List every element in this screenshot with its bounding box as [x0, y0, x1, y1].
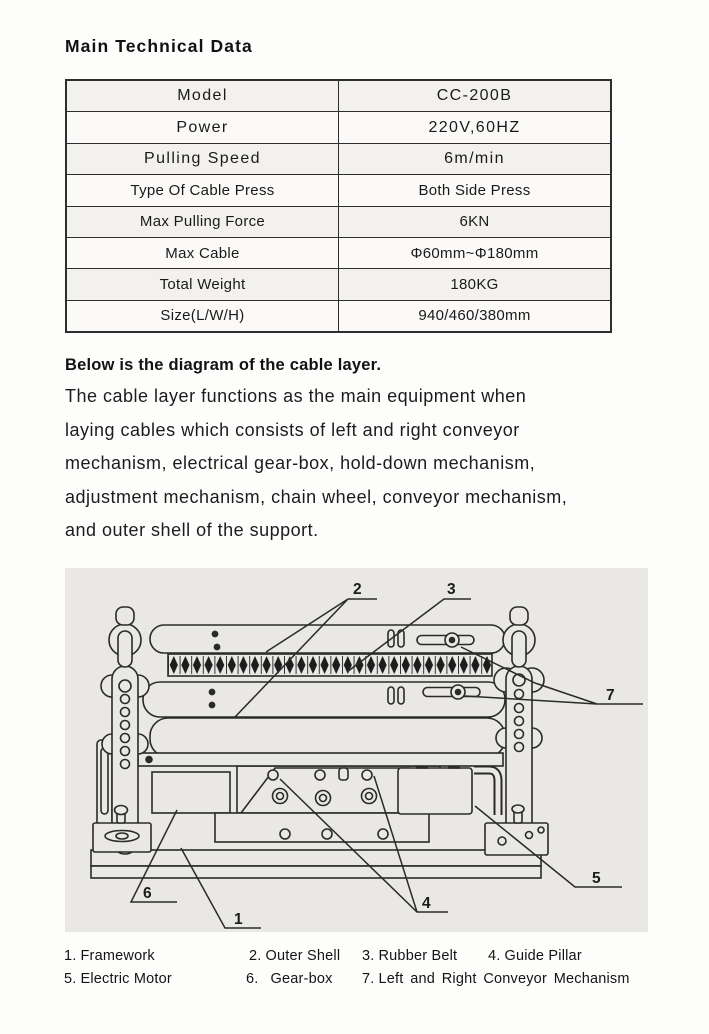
legend-item-conveyor-mechanism — [362, 971, 630, 987]
spec-label: Power — [66, 112, 339, 143]
spec-value: 220V,60HZ — [339, 112, 612, 143]
spec-label: Max Cable — [66, 237, 339, 268]
spec-label: Size(L/W/H) — [66, 300, 339, 332]
legend-item-electric-motor — [64, 971, 172, 987]
description-line: and outer shell of the support. — [65, 520, 319, 540]
callout-4-label: 4 — [422, 895, 431, 912]
callout-1-label: 1 — [234, 911, 243, 928]
callout-2-label: 2 — [353, 581, 362, 598]
description-line: adjustment mechanism, chain wheel, conveyor mechanism, — [65, 486, 568, 507]
callout-3-label: 3 — [447, 581, 456, 598]
spec-value: 6KN — [339, 206, 612, 237]
technical-data-table — [65, 79, 612, 333]
legend-item-gear-box — [246, 971, 333, 987]
table-row — [66, 269, 611, 300]
page-title: Main Technical Data — [65, 36, 253, 56]
legend-label: Framework — [80, 948, 155, 964]
spec-label: Total Weight — [66, 269, 339, 300]
cable-layer-diagram-svg — [65, 568, 648, 932]
spec-label: Model — [66, 80, 339, 112]
legend-number: 4. — [488, 948, 501, 964]
spec-value: Both Side Press — [339, 175, 612, 206]
legend-number: 3. — [362, 948, 375, 964]
legend-number: 6. — [246, 971, 259, 987]
table-row — [66, 237, 611, 268]
framework-base-rail-lower — [91, 866, 541, 878]
table-row — [66, 80, 611, 112]
spec-label: Type Of Cable Press — [66, 175, 339, 206]
callout-6-label: 6 — [143, 885, 152, 902]
legend-label: Electric Motor — [80, 971, 172, 987]
framework-base-rail — [91, 850, 541, 866]
frame-top-rail — [138, 753, 503, 766]
callout-5-label: 5 — [592, 870, 601, 887]
spec-label: Max Pulling Force — [66, 206, 339, 237]
legend-number: 7. — [362, 971, 375, 987]
legend-number: 5. — [64, 971, 77, 987]
legend-label: Gear-box — [270, 971, 333, 987]
support-shell — [150, 718, 505, 757]
table-row — [66, 206, 611, 237]
legend-item-outer-shell — [249, 948, 340, 964]
description-paragraph — [65, 356, 655, 548]
description-line: mechanism, electrical gear-box, hold-down mechanism, — [65, 453, 536, 473]
legend-item-rubber-belt — [362, 948, 457, 964]
spec-value: 6m/min — [339, 143, 612, 174]
frame-post-left-slot — [101, 748, 108, 814]
legend-number: 2. — [249, 948, 262, 964]
legend-label: Rubber Belt — [378, 948, 458, 964]
legend-label: Outer Shell — [265, 948, 341, 964]
cable-layer-diagram — [65, 568, 648, 932]
gear-box — [152, 772, 230, 813]
framework-lower-band — [215, 813, 429, 842]
rail-pin — [146, 757, 152, 763]
table-row — [66, 143, 611, 174]
table-row — [66, 112, 611, 143]
callout-7-label: 7 — [606, 687, 615, 704]
legend-item-framework — [64, 948, 155, 964]
table-row — [66, 175, 611, 206]
spec-value: 180KG — [339, 269, 612, 300]
description-line: The cable layer functions as the main equipment when — [65, 386, 527, 406]
electric-motor — [398, 768, 472, 814]
spec-value: 940/460/380mm — [339, 300, 612, 332]
description-line: laying cables which consists of left and right conveyor — [65, 419, 520, 440]
legend-number: 1. — [64, 948, 77, 964]
legend-item-guide-pillar — [488, 948, 582, 964]
spec-label: Pulling Speed — [66, 143, 339, 174]
legend-label: Guide Pillar — [504, 948, 582, 964]
description-heading: Below is the diagram of the cable layer. — [65, 356, 382, 374]
spec-value: CC-200B — [339, 80, 612, 112]
spec-value: Φ60mm~Φ180mm — [339, 237, 612, 268]
table-row — [66, 300, 611, 332]
legend-label: Left and Right Conveyor Mechanism — [378, 971, 630, 987]
rubber-belt — [168, 654, 492, 676]
